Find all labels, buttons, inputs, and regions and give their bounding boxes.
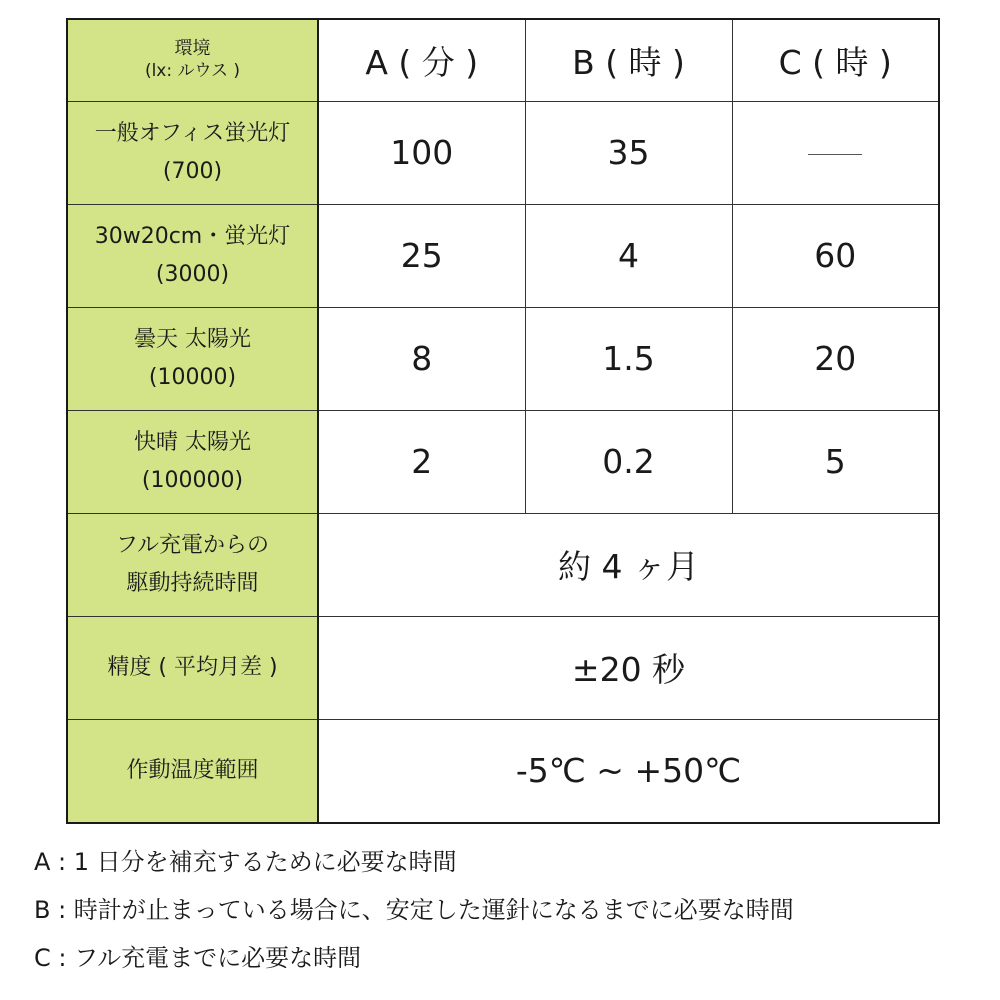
row-label-lux: (3000) [155, 261, 230, 287]
table-row [67, 410, 939, 513]
row-label-env: 快晴 太陽光 [134, 429, 251, 455]
cell-a: 100 [318, 101, 525, 204]
footnote-b: B : 時計が止まっている場合に、安定した運針になるまでに必要な時間 [34, 896, 794, 924]
cell-b: 1.5 [525, 307, 732, 410]
spec-value: ±20 秒 [318, 616, 939, 719]
spec-table [66, 18, 940, 824]
spec-label [67, 513, 318, 616]
table-row [67, 307, 939, 410]
spec-value: 約 4 ヶ月 [318, 513, 939, 616]
row-label-lux: (10000) [148, 364, 237, 390]
spec-label [67, 719, 318, 823]
cell-b: 35 [525, 101, 732, 204]
spec-row-temperature [67, 719, 939, 823]
footnote-c: C : フル充電までに必要な時間 [34, 944, 362, 972]
spec-label [67, 616, 318, 719]
cell-c [732, 101, 939, 204]
spec-label-line: 駆動持続時間 [126, 570, 259, 596]
spec-value: -5℃ ~ +50℃ [318, 719, 939, 823]
row-label-lux: (100000) [141, 467, 244, 493]
table-row [67, 204, 939, 307]
row-label [67, 410, 318, 513]
col-header-c: C ( 時 ) [732, 19, 939, 101]
cell-c: 5 [732, 410, 939, 513]
env-header-unit: (lx: ルウス ) [144, 61, 241, 82]
col-header-a: A ( 分 ) [318, 19, 525, 101]
row-label-lux: (700) [162, 158, 223, 184]
spec-label-line: 作動温度範囲 [126, 757, 259, 783]
row-label-env: 一般オフィス蛍光灯 [94, 120, 291, 146]
dash-mark [808, 154, 862, 155]
spec-row-duration [67, 513, 939, 616]
cell-a: 25 [318, 204, 525, 307]
footnote-a: A : 1 日分を補充するために必要な時間 [34, 848, 457, 876]
footnotes [34, 838, 794, 982]
env-header-title: 環境 [174, 38, 211, 60]
col-header-b: B ( 時 ) [525, 19, 732, 101]
cell-b: 4 [525, 204, 732, 307]
cell-c: 60 [732, 204, 939, 307]
env-header-cell [67, 19, 318, 101]
table-row [67, 101, 939, 204]
row-label [67, 204, 318, 307]
row-label [67, 307, 318, 410]
cell-b: 0.2 [525, 410, 732, 513]
cell-a: 2 [318, 410, 525, 513]
spec-row-accuracy [67, 616, 939, 719]
table-header-row [67, 19, 939, 101]
row-label-env: 30w20cm・蛍光灯 [94, 223, 291, 249]
cell-c: 20 [732, 307, 939, 410]
spec-label-line: フル充電からの [115, 532, 270, 558]
cell-a: 8 [318, 307, 525, 410]
row-label-env: 曇天 太陽光 [134, 326, 251, 352]
row-label [67, 101, 318, 204]
spec-label-line: 精度 ( 平均月差 ) [107, 654, 278, 680]
